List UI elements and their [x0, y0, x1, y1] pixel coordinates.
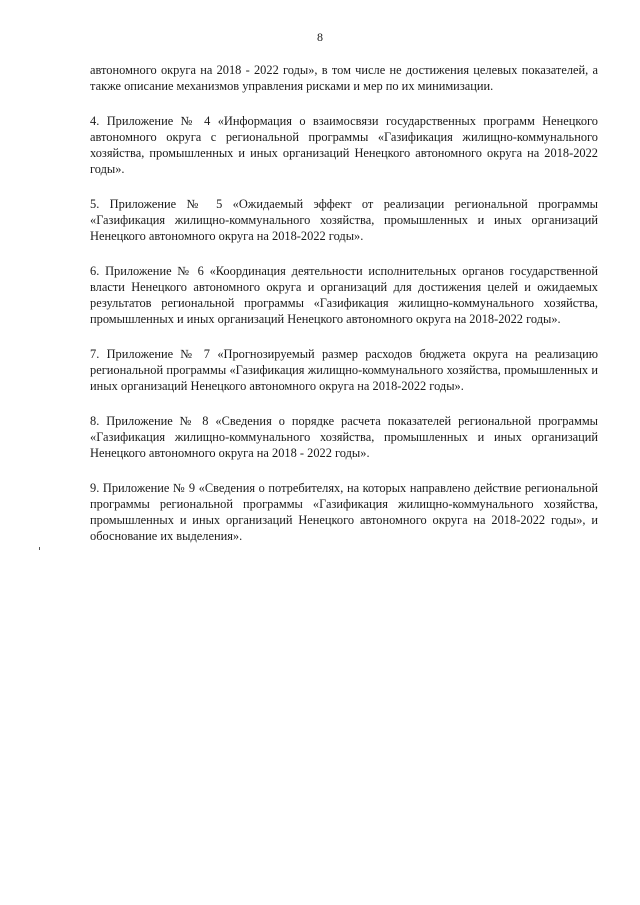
- paragraph-appendix-9: 9. Приложение № 9 «Сведения о потребителях, на которых направлено действие региональной программы региональной программы «Газификация жилищно-коммунального хозяйства, промышленных и иных организаций Ненецкого автономного округа на 2018-2022 годы», и обоснование их выделения».: [90, 481, 598, 543]
- paragraph-appendix-4: 4. Приложение № 4 «Информация о взаимосвязи государственных программ Ненецкого автономного округа с региональной программы «Газификация жилищно-коммунального хозяйства, промышленных и иных организаций Ненецкого автономного округа на 2018-2022 годы».: [90, 114, 598, 176]
- scan-artifact: [39, 547, 40, 550]
- page-number: 8: [317, 30, 323, 44]
- paragraph-appendix-6: 6. Приложение № 6 «Координация деятельности исполнительных органов государственной власти Ненецкого автономного округа и организаций для достижения целей и ожидаемых результатов региональной программы «Газификация жилищно-коммунального хозяйства, промышленных и иных организаций Ненецкого автономного округа на 2018-2022 годы».: [90, 264, 598, 326]
- paragraph-appendix-7: 7. Приложение № 7 «Прогнозируемый размер расходов бюджета округа на реализацию региональной программы «Газификация жилищно-коммунального хозяйства, промышленных и иных организаций Ненецкого автономного округа на 2018-2022 годы».: [90, 347, 598, 393]
- document-body: [90, 62, 598, 563]
- paragraph-appendix-5: 5. Приложение № 5 «Ожидаемый эффект от реализации региональной программы «Газификация жилищно-коммунального хозяйства, промышленных и иных организаций Ненецкого автономного округа на 2018-2022 годы».: [90, 197, 598, 243]
- paragraph-continuation: автономного округа на 2018 - 2022 годы», в том числе не достижения целевых показателей, а также описание механизмов управления рисками и мер по их минимизации.: [90, 63, 598, 93]
- paragraph-appendix-8: 8. Приложение № 8 «Сведения о порядке расчета показателей региональной программы «Газификация жилищно-коммунального хозяйства, промышленных и иных организаций Ненецкого автономного округа на 2018 - 2022 годы».: [90, 414, 598, 460]
